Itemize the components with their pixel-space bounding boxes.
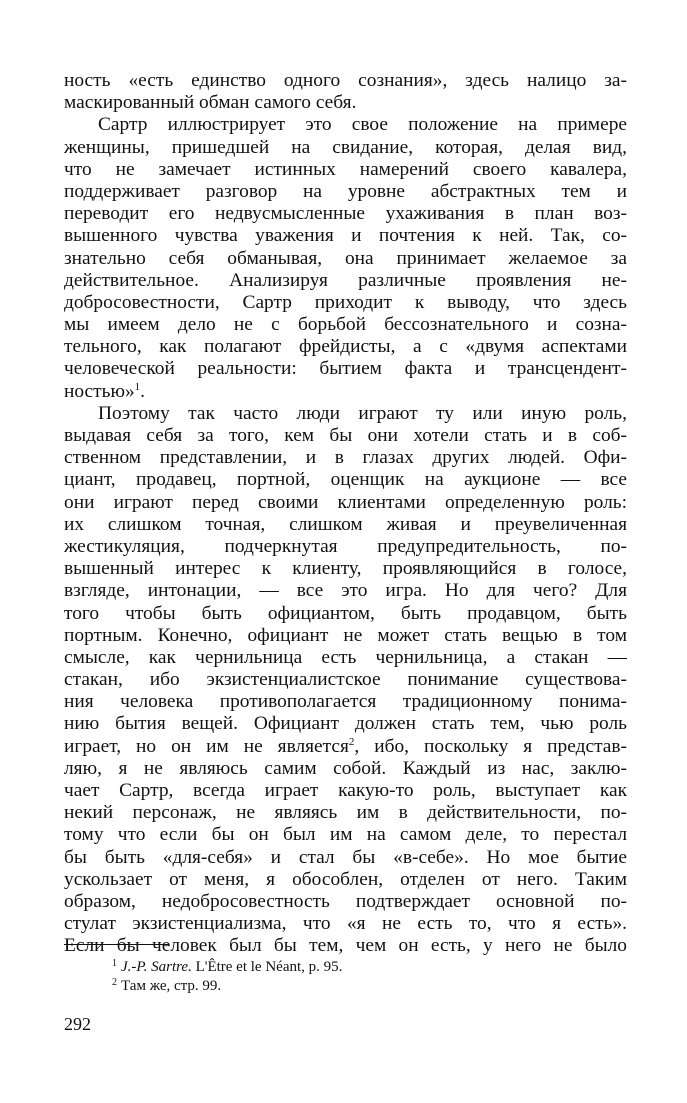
text-line: Сартр иллюстрирует это свое положение на примере [98,114,627,136]
footnote-ref: 2 [348,735,355,748]
footnote-ref: 1 [134,380,141,393]
text-line: тому что если бы он был им на самом деле, то перестал [64,824,627,846]
footnote-mark: 2 [112,977,117,988]
text-line: взгляде, интонации, — все это игра. Но для чего? Для [64,580,627,602]
text-line [64,736,627,758]
text-segment: , ибо, поскольку я представ- [354,735,627,757]
text-line: некий персонаж, не являясь им в действительности, по- [64,802,627,824]
main-text [64,70,627,958]
text-line: того чтобы быть официантом, быть продавцом, быть [64,602,627,624]
footnote-1 [112,958,612,977]
text-segment: играет, но он им не является [64,735,349,757]
text-line: стакан, ибо экзистенциалистское понимание существова- [64,669,627,691]
text-line: чает Сартр, всегда играет какую-то роль, выступает как [64,780,627,801]
text-line: маскированный обман самого себя. [64,92,357,114]
text-line: ностью»$^1$. [64,380,146,402]
footnote-mark: 1 [112,958,117,969]
text-line: ускользает от меня, я обособлен, отделен от него. Таким [64,868,627,890]
text-line: смысле, как чернильница есть чернильница, а стакан — [64,646,627,668]
text-line: Если бы человек был бы тем, чем он есть, у него не было [64,935,627,957]
text-line: ственном представлении, и в глазах других людей. Офи- [64,447,627,469]
text-line: выдавая себя за того, кем бы они хотели стать и в соб- [64,425,627,446]
text-line: что не замечает истинных намерений своего кавалера, [64,158,627,180]
footnote-divider [64,944,168,945]
text-line: ния человека противополагается традиционному понима- [64,691,627,713]
text-line: портным. Конечно, официант не может стать вещью в том [64,624,627,646]
text-line: они играют перед своими клиентами определенную роль: [64,491,627,513]
text-line: стулат экзистенциализма, что «я не есть то, что я есть». [64,913,627,935]
text-line: добросовестности, Сартр приходит к выводу, что здесь [64,291,627,313]
text-line: циант, продавец, портной, оценщик на аукционе — все [64,469,627,491]
text-line: бы быть «для-себя» и стал бы «в-себе». Но мое бытие [64,846,627,868]
footnotes [112,958,612,996]
text-line: вышенный интерес к клиенту, проявляющийся в голосе, [64,558,627,580]
footnote-author: J.-P. Sartre. [121,959,192,975]
text-line: человеческой реальности: бытием факта и трансцендент- [64,358,627,380]
text-line: нию бытия вещей. Официант должен стать тем, чью роль [64,713,627,735]
text-line: ляю, я не являюсь самим собой. Каждый из нас, заклю- [64,757,627,779]
footnote-text: Там же, стр. 99. [121,978,222,994]
text-line: знательно себя обманывая, она принимает желаемое за [64,247,627,269]
text-line: поддерживает разговор на уровне абстрактных тем и [64,180,627,202]
text-line: жестикуляция, подчеркнутая предупредительность, по- [64,535,627,557]
text-line: женщины, пришедшей на свидание, которая, делая вид, [64,136,627,158]
text-line: образом, недобросовестность подтверждает основной по- [64,890,627,912]
text-segment: ностью» [64,380,135,402]
page-number: 292 [64,1014,91,1034]
footnote-text: L'Être et le Néant, p. 95. [195,959,343,975]
text-line: переводит его недвусмысленные ухаживания в план воз- [64,203,627,225]
text-line: тельного, как полагают фрейдисты, а с «двумя аспектами [64,336,627,358]
text-line: ность «есть единство одного сознания», здесь налицо за- [64,70,627,91]
text-line: Поэтому так часто люди играют ту или иную роль, [98,402,627,424]
text-line: мы имеем дело не с борьбой бессознательного и созна- [64,314,627,336]
footnote-2 [112,977,612,996]
text-line: их слишком точная, слишком живая и преувеличенная [64,513,627,535]
text-line: вышенного чувства уважения и почтения к ней. Так, со- [64,225,627,247]
text-line: действительное. Анализируя различные проявления не- [64,269,627,291]
